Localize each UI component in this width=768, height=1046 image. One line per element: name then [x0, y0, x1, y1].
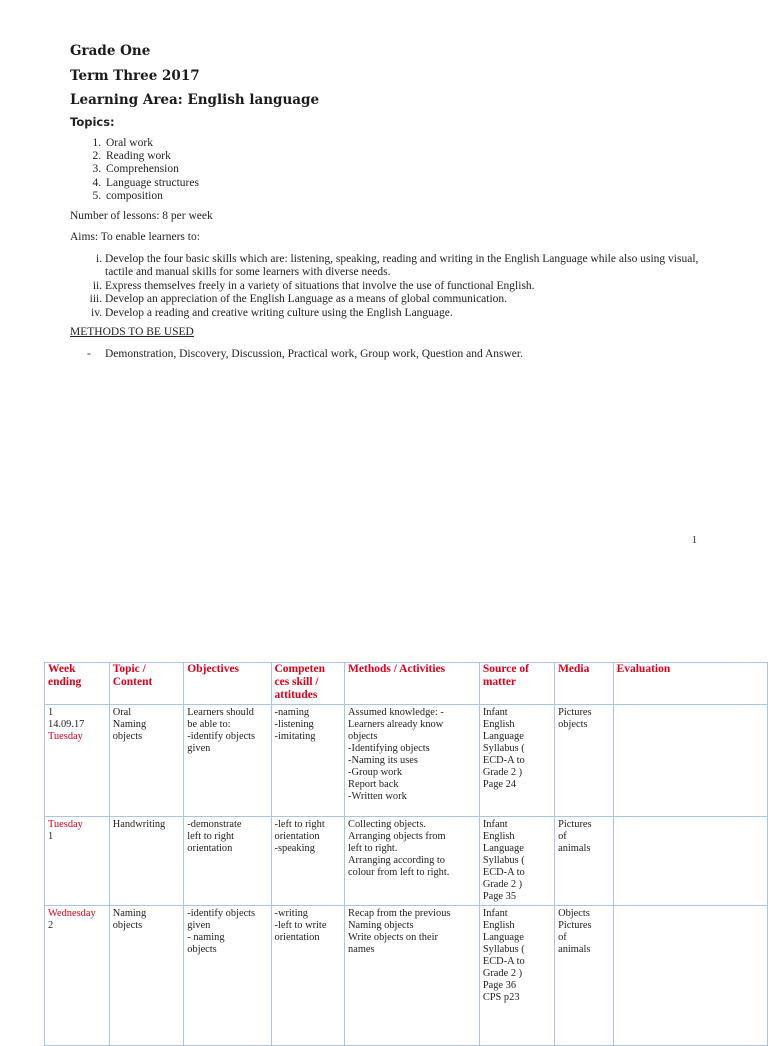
table-header-row [45, 663, 768, 705]
list-item: ii. Express themselves freely in a variety of situations that involve the use of functional English. [105, 280, 705, 293]
week-cell: 1 14.09.17 Tuesday [45, 705, 110, 817]
col-objectives: Objectives [184, 663, 271, 705]
list-item: iv. Develop a reading and creative writing culture using the English Language. [105, 307, 705, 320]
col-methods: Methods / Activities [345, 663, 480, 705]
col-media: Media [555, 663, 613, 705]
topic-cell: Handwriting [109, 817, 184, 906]
aims-list [70, 253, 705, 320]
list-item: 2. Reading work [104, 150, 199, 163]
table-row [45, 906, 768, 1046]
learning-area-heading: Learning Area: English language [70, 92, 320, 108]
aims-label: Aims: To enable learners to: [70, 231, 200, 243]
media-cell: Pictures of animals [555, 817, 613, 906]
competences-cell: -left to right orientation -speaking [271, 817, 345, 906]
evaluation-cell [613, 817, 767, 906]
list-item: iii. Develop an appreciation of the English Language as a means of global communication. [105, 293, 705, 306]
col-topic: Topic / Content [109, 663, 184, 705]
list-item: 3. Comprehension [104, 163, 199, 176]
week-cell: Tuesday 1 [45, 817, 110, 906]
page-number: 1 [692, 535, 697, 546]
col-evaluation: Evaluation [613, 663, 767, 705]
topics-list [70, 137, 199, 203]
objectives-cell: Learners should be able to: -identify objects given [184, 705, 271, 817]
source-cell: Infant English Language Syllabus ( ECD-A to Grade 2 ) Page 35 [479, 817, 554, 906]
week-cell: Wednesday 2 [45, 906, 110, 1046]
list-item: 4. Language structures [104, 177, 199, 190]
methods-item [87, 348, 523, 360]
topic-cell: Oral Naming objects [109, 705, 184, 817]
table-row [45, 817, 768, 906]
list-item: 5. composition [104, 190, 199, 203]
term-heading: Term Three 2017 [70, 68, 200, 84]
methods-title: METHODS TO BE USED [70, 326, 194, 338]
col-week-ending: Week ending [45, 663, 110, 705]
evaluation-cell [613, 906, 767, 1046]
lessons-count: Number of lessons: 8 per week [70, 210, 213, 222]
scheme-table [44, 662, 768, 1046]
methods-text: Demonstration, Discovery, Discussion, Practical work, Group work, Question and Answer. [105, 348, 523, 360]
objectives-cell: -identify objects given - naming objects [184, 906, 271, 1046]
methods-cell: Collecting objects. Arranging objects from left to right. Arranging according to colour from left to right. [345, 817, 480, 906]
list-item: 1. Oral work [104, 137, 199, 150]
methods-cell: Recap from the previous Naming objects Write objects on their names [345, 906, 480, 1046]
methods-cell: Assumed knowledge: - Learners already know objects -Identifying objects -Naming its uses -Group work Report back -Written work [345, 705, 480, 817]
source-cell: Infant English Language Syllabus ( ECD-A to Grade 2 ) Page 24 [479, 705, 554, 817]
media-cell: Pictures objects [555, 705, 613, 817]
dash-bullet: - [87, 348, 91, 360]
topic-cell: Naming objects [109, 906, 184, 1046]
source-cell: Infant English Language Syllabus ( ECD-A to Grade 2 ) Page 36 CPS p23 [479, 906, 554, 1046]
competences-cell: -naming -listening -imitating [271, 705, 345, 817]
evaluation-cell [613, 705, 767, 817]
col-competences: Competen ces skill / attitudes [271, 663, 345, 705]
list-item: i. Develop the four basic skills which are: listening, speaking, reading and writing in the English Language while also using visual, tactile and manual skills for some learners with diverse needs. [105, 253, 705, 280]
objectives-cell: -demonstrate left to right orientation [184, 817, 271, 906]
grade-heading: Grade One [70, 43, 151, 59]
table-row [45, 705, 768, 817]
topics-label: Topics: [70, 115, 115, 129]
competences-cell: -writing -left to write orientation [271, 906, 345, 1046]
col-source: Source of matter [479, 663, 554, 705]
media-cell: Objects Pictures of animals [555, 906, 613, 1046]
